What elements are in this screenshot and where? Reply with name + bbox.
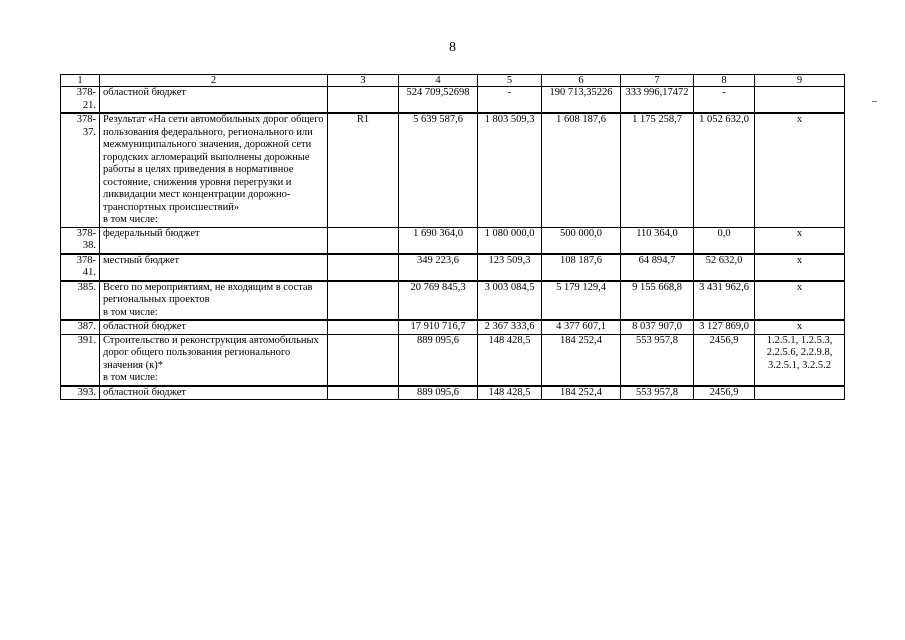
row-value-6: 4 377 607,1 xyxy=(542,320,621,334)
row-code xyxy=(328,334,399,386)
row-value-9 xyxy=(755,87,845,114)
row-code xyxy=(328,254,399,281)
col-header-3: 3 xyxy=(328,75,399,87)
page-number: 8 xyxy=(449,40,456,55)
row-code xyxy=(328,227,399,254)
row-description: Строительство и реконструкция автомобильных дорог общего пользования регионального значения (к)* xyxy=(103,334,319,371)
row-number: 378-38. xyxy=(61,227,100,254)
row-value-8: - xyxy=(694,87,755,114)
row-number: 378-41. xyxy=(61,254,100,281)
row-value-8: 0,0 xyxy=(694,227,755,254)
row-value-5: 2 367 333,6 xyxy=(478,320,542,334)
row-code xyxy=(328,281,399,321)
col-header-4: 4 xyxy=(399,75,478,87)
row-value-4: 889 095,6 xyxy=(399,334,478,386)
row-value-6: 108 187,6 xyxy=(542,254,621,281)
col-header-2: 2 xyxy=(100,75,328,87)
row-value-6: 5 179 129,4 xyxy=(542,281,621,321)
row-description: областной бюджет xyxy=(100,87,328,114)
row-value-8: 1 052 632,0 xyxy=(694,113,755,227)
row-value-9 xyxy=(755,386,845,400)
table-row xyxy=(61,254,845,281)
row-value-5: 1 803 509,3 xyxy=(478,113,542,227)
col-header-9: 9 xyxy=(755,75,845,87)
row-value-7: 553 957,8 xyxy=(621,386,694,400)
scan-mark xyxy=(872,101,877,102)
table-row xyxy=(61,334,845,386)
row-value-7: 110 364,0 xyxy=(621,227,694,254)
row-value-5: 3 003 084,5 xyxy=(478,281,542,321)
row-value-9: х xyxy=(755,227,845,254)
row-description-cell xyxy=(100,281,328,321)
row-code: R1 xyxy=(328,113,399,227)
row-description-note: в том числе: xyxy=(103,306,158,318)
row-description: Всего по мероприятиям, не входящим в состав региональных проектов xyxy=(103,281,313,305)
row-value-9: х xyxy=(755,281,845,321)
row-value-9: х xyxy=(755,320,845,334)
row-number: 378-37. xyxy=(61,113,100,227)
row-value-6: 500 000,0 xyxy=(542,227,621,254)
col-header-7: 7 xyxy=(621,75,694,87)
col-header-8: 8 xyxy=(694,75,755,87)
row-number: 378-21. xyxy=(61,87,100,114)
budget-table xyxy=(60,74,845,400)
row-value-8: 52 632,0 xyxy=(694,254,755,281)
table-row xyxy=(61,87,845,114)
row-value-5: 1 080 000,0 xyxy=(478,227,542,254)
table-row xyxy=(61,227,845,254)
row-description-cell xyxy=(100,334,328,386)
table-row xyxy=(61,281,845,321)
col-header-5: 5 xyxy=(478,75,542,87)
row-value-7: 8 037 907,0 xyxy=(621,320,694,334)
table-header-row xyxy=(61,75,845,87)
table-row xyxy=(61,386,845,400)
row-value-7: 64 894,7 xyxy=(621,254,694,281)
row-value-8: 3 431 962,6 xyxy=(694,281,755,321)
row-value-4: 17 910 716,7 xyxy=(399,320,478,334)
row-value-5: 148 428,5 xyxy=(478,334,542,386)
row-value-4: 889 095,6 xyxy=(399,386,478,400)
row-value-7: 9 155 668,8 xyxy=(621,281,694,321)
row-description: федеральный бюджет xyxy=(100,227,328,254)
row-value-7: 1 175 258,7 xyxy=(621,113,694,227)
row-number: 391. xyxy=(61,334,100,386)
row-value-6: 190 713,35226 xyxy=(542,87,621,114)
row-number: 393. xyxy=(61,386,100,400)
row-value-6: 184 252,4 xyxy=(542,386,621,400)
row-description: областной бюджет xyxy=(100,386,328,400)
row-description: местный бюджет xyxy=(100,254,328,281)
row-value-5: - xyxy=(478,87,542,114)
row-code xyxy=(328,87,399,114)
row-value-4: 20 769 845,3 xyxy=(399,281,478,321)
row-code xyxy=(328,320,399,334)
row-value-4: 349 223,6 xyxy=(399,254,478,281)
table-row xyxy=(61,320,845,334)
row-description-cell xyxy=(100,113,328,227)
row-value-9: х xyxy=(755,254,845,281)
row-code xyxy=(328,386,399,400)
row-value-9: х xyxy=(755,113,845,227)
row-value-8: 3 127 869,0 xyxy=(694,320,755,334)
row-value-7: 553 957,8 xyxy=(621,334,694,386)
col-header-6: 6 xyxy=(542,75,621,87)
row-value-5: 123 509,3 xyxy=(478,254,542,281)
row-description: областной бюджет xyxy=(100,320,328,334)
col-header-1: 1 xyxy=(61,75,100,87)
row-value-5: 148 428,5 xyxy=(478,386,542,400)
row-description-note: в том числе: xyxy=(103,214,158,225)
row-value-9: 1.2.5.1, 1.2.5.3, 2.2.5.6, 2.2.9.8, 3.2.5.1, 3.2.5.2 xyxy=(755,334,845,386)
row-value-6: 1 608 187,6 xyxy=(542,113,621,227)
table-row xyxy=(61,113,845,227)
row-value-7: 333 996,17472 xyxy=(621,87,694,114)
row-description: Результат «На сети автомобильных дорог общего пользования федерального, регионального или межмуниципального значения, дорожной сети городских агломераций выполнены дорожные работы в целях приведения в нормативное состояние, снижения уровня перегрузки и ликвидации мест концентрации дорожно-транспортных происшествий» xyxy=(103,114,324,213)
row-number: 387. xyxy=(61,320,100,334)
row-value-4: 524 709,52698 xyxy=(399,87,478,114)
row-description-note: в том числе: xyxy=(103,372,158,383)
row-value-4: 1 690 364,0 xyxy=(399,227,478,254)
row-number: 385. xyxy=(61,281,100,321)
row-value-8: 2456,9 xyxy=(694,334,755,386)
row-value-6: 184 252,4 xyxy=(542,334,621,386)
row-value-8: 2456,9 xyxy=(694,386,755,400)
row-value-4: 5 639 587,6 xyxy=(399,113,478,227)
